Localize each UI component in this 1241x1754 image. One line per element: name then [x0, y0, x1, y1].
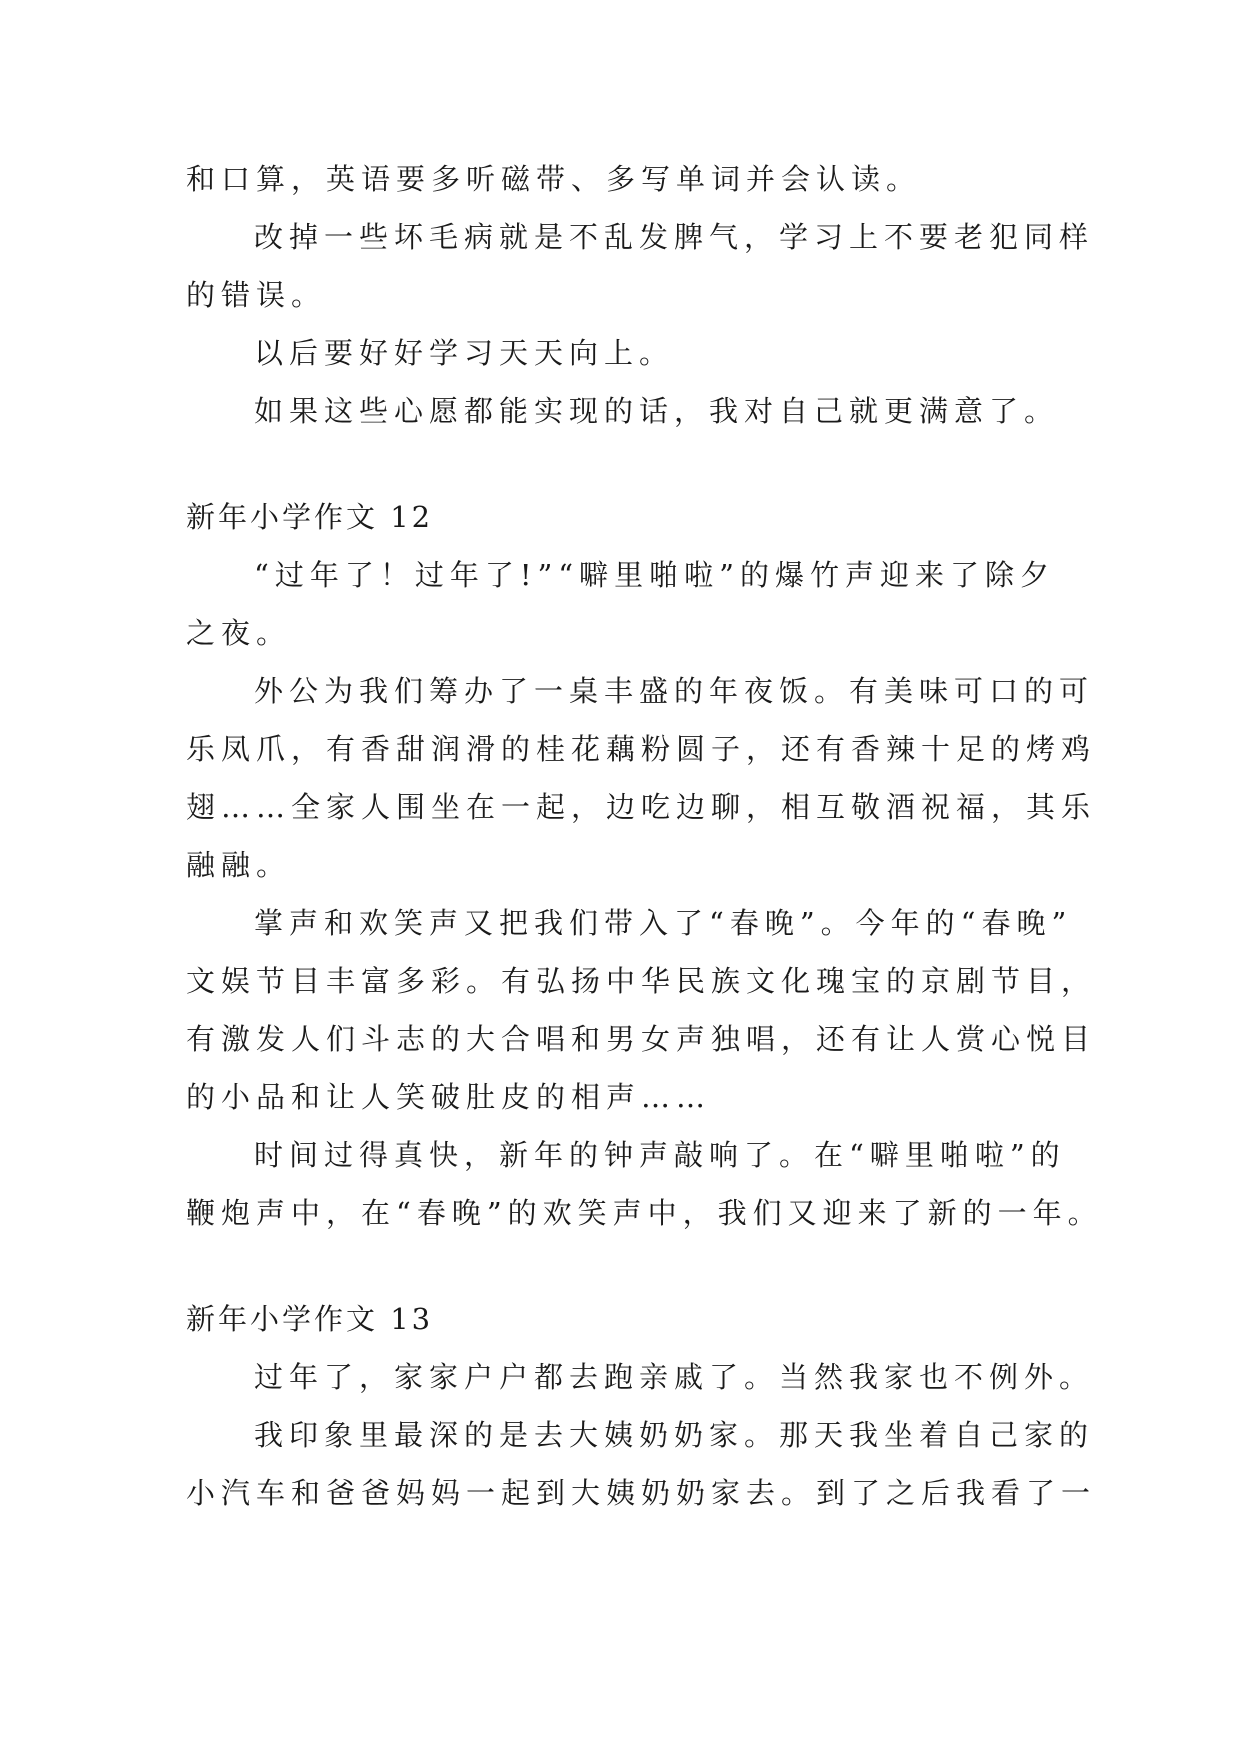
paragraph: [186, 324, 1066, 382]
text-line: 之夜。: [186, 616, 292, 650]
text-line: 如果这些心愿都能实现的话，我对自己就更满意了。: [254, 394, 1060, 428]
text-line: 有激发人们斗志的大合唱和男女声独唱，还有让人赏心悦目: [186, 1022, 1097, 1056]
text-line: “过年了！过年了!”“噼里啪啦”的爆竹声迎来了除夕: [254, 558, 1055, 592]
section-gap: [186, 1242, 1066, 1290]
text-line: 翅……全家人围坐在一起，边吃边聊，相互敬酒祝福，其乐: [186, 790, 1097, 824]
paragraph: [186, 208, 1095, 324]
text-line: 过年了，家家户户都去跑亲戚了。当然我家也不例外。: [254, 1360, 1095, 1394]
paragraph: [186, 150, 1066, 208]
paragraph: [186, 1406, 1097, 1522]
text-line: 时间过得真快，新年的钟声敲响了。在“噼里啪啦”的: [254, 1138, 1066, 1172]
section-gap: [186, 440, 1066, 488]
paragraph: [186, 894, 1097, 1126]
text-line: 我印象里最深的是去大姨奶奶家。那天我坐着自己家的: [254, 1418, 1095, 1452]
text-line: 的小品和让人笑破肚皮的相声……: [186, 1080, 712, 1114]
paragraph: [186, 1348, 1095, 1406]
text-line: 以后要好好学习天天向上。: [254, 336, 675, 370]
section-heading: 新年小学作文 12: [186, 500, 434, 534]
text-line: 乐凤爪，有香甜润滑的桂花藕粉圆子，还有香辣十足的烤鸡: [186, 732, 1097, 766]
section-heading: 新年小学作文 13: [186, 1302, 434, 1336]
document-body: [186, 150, 1103, 1522]
text-line: 鞭炮声中，在“春晚”的欢笑声中，我们又迎来了新的一年。: [186, 1196, 1103, 1230]
paragraph: [186, 662, 1097, 894]
text-line: 改掉一些坏毛病就是不乱发脾气，学习上不要老犯同样: [254, 220, 1095, 254]
text-line: 小汽车和爸爸妈妈一起到大姨奶奶家去。到了之后我看了一: [186, 1476, 1097, 1510]
text-line: 外公为我们筹办了一桌丰盛的年夜饭。有美味可口的可: [254, 674, 1095, 708]
text-line: 的错误。: [186, 278, 327, 312]
paragraph: [186, 1126, 1103, 1242]
paragraph: [186, 382, 1066, 440]
text-line: 文娱节目丰富多彩。有弘扬中华民族文化瑰宝的京剧节目，: [186, 964, 1097, 998]
text-line: 掌声和欢笑声又把我们带入了“春晚”。今年的“春晚”: [254, 906, 1073, 940]
paragraph: [186, 546, 1066, 662]
text-line: 和口算，英语要多听磁带、多写单词并会认读。: [186, 162, 922, 196]
text-line: 融融。: [186, 848, 292, 882]
